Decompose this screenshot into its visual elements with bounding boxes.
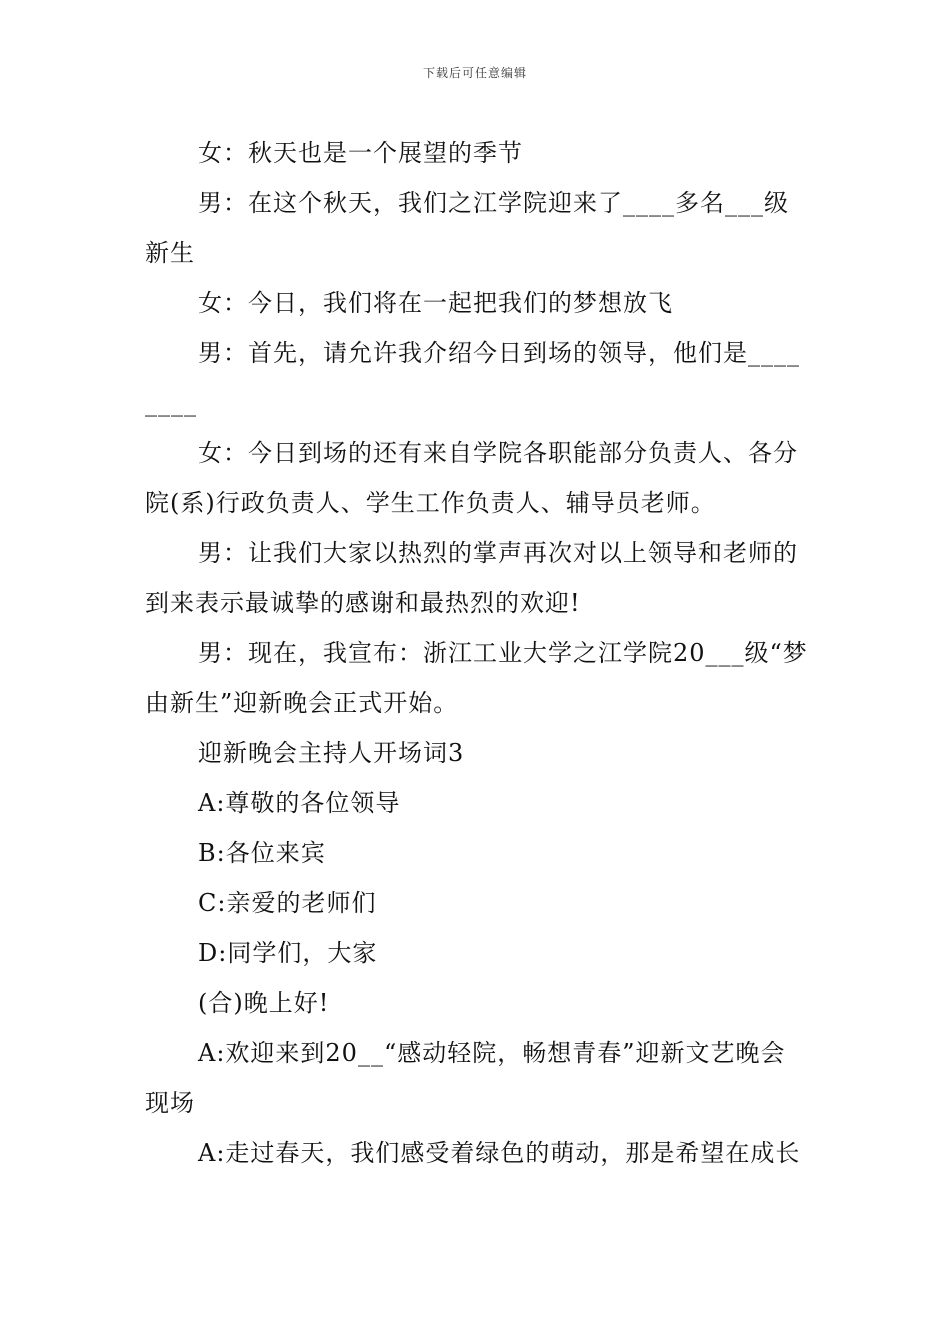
paragraph: 男：现在，我宣布：浙江工业大学之江学院20___级“梦由新生”迎新晚会正式开始。	[145, 639, 808, 717]
paragraph: A:欢迎来到20__“感动轻院，畅想青春”迎新文艺晚会现场	[145, 1039, 786, 1117]
paragraph: 女：今日，我们将在一起把我们的梦想放飞	[198, 289, 673, 317]
paragraph: A:走过春天，我们感受着绿色的萌动，那是希望在成长	[198, 1139, 801, 1167]
paragraph: C:亲爱的老师们	[198, 889, 377, 917]
paragraph: 女：今日到场的还有来自学院各职能部分负责人、各分院(系)行政负责人、学生工作负责人、辅导员老师。	[145, 439, 798, 517]
document-body	[145, 128, 810, 1178]
paragraph: 男：首先，请允许我介绍今日到场的领导，他们是________	[145, 339, 800, 417]
paragraph: 女：秋天也是一个展望的季节	[198, 139, 523, 167]
page-header-note: 下载后可任意编辑	[422, 66, 527, 80]
paragraph: A:尊敬的各位领导	[198, 789, 401, 817]
paragraph: 男：在这个秋天，我们之江学院迎来了____多名___级新生	[145, 189, 789, 267]
paragraph: 男：让我们大家以热烈的掌声再次对以上领导和老师的到来表示最诚挚的感谢和最热烈的欢迎!	[145, 539, 798, 617]
paragraph: (合)晚上好!	[198, 989, 330, 1017]
paragraph: B:各位来宾	[198, 839, 326, 867]
paragraph: D:同学们，大家	[198, 939, 378, 967]
section-heading: 迎新晚会主持人开场词3	[198, 739, 465, 767]
